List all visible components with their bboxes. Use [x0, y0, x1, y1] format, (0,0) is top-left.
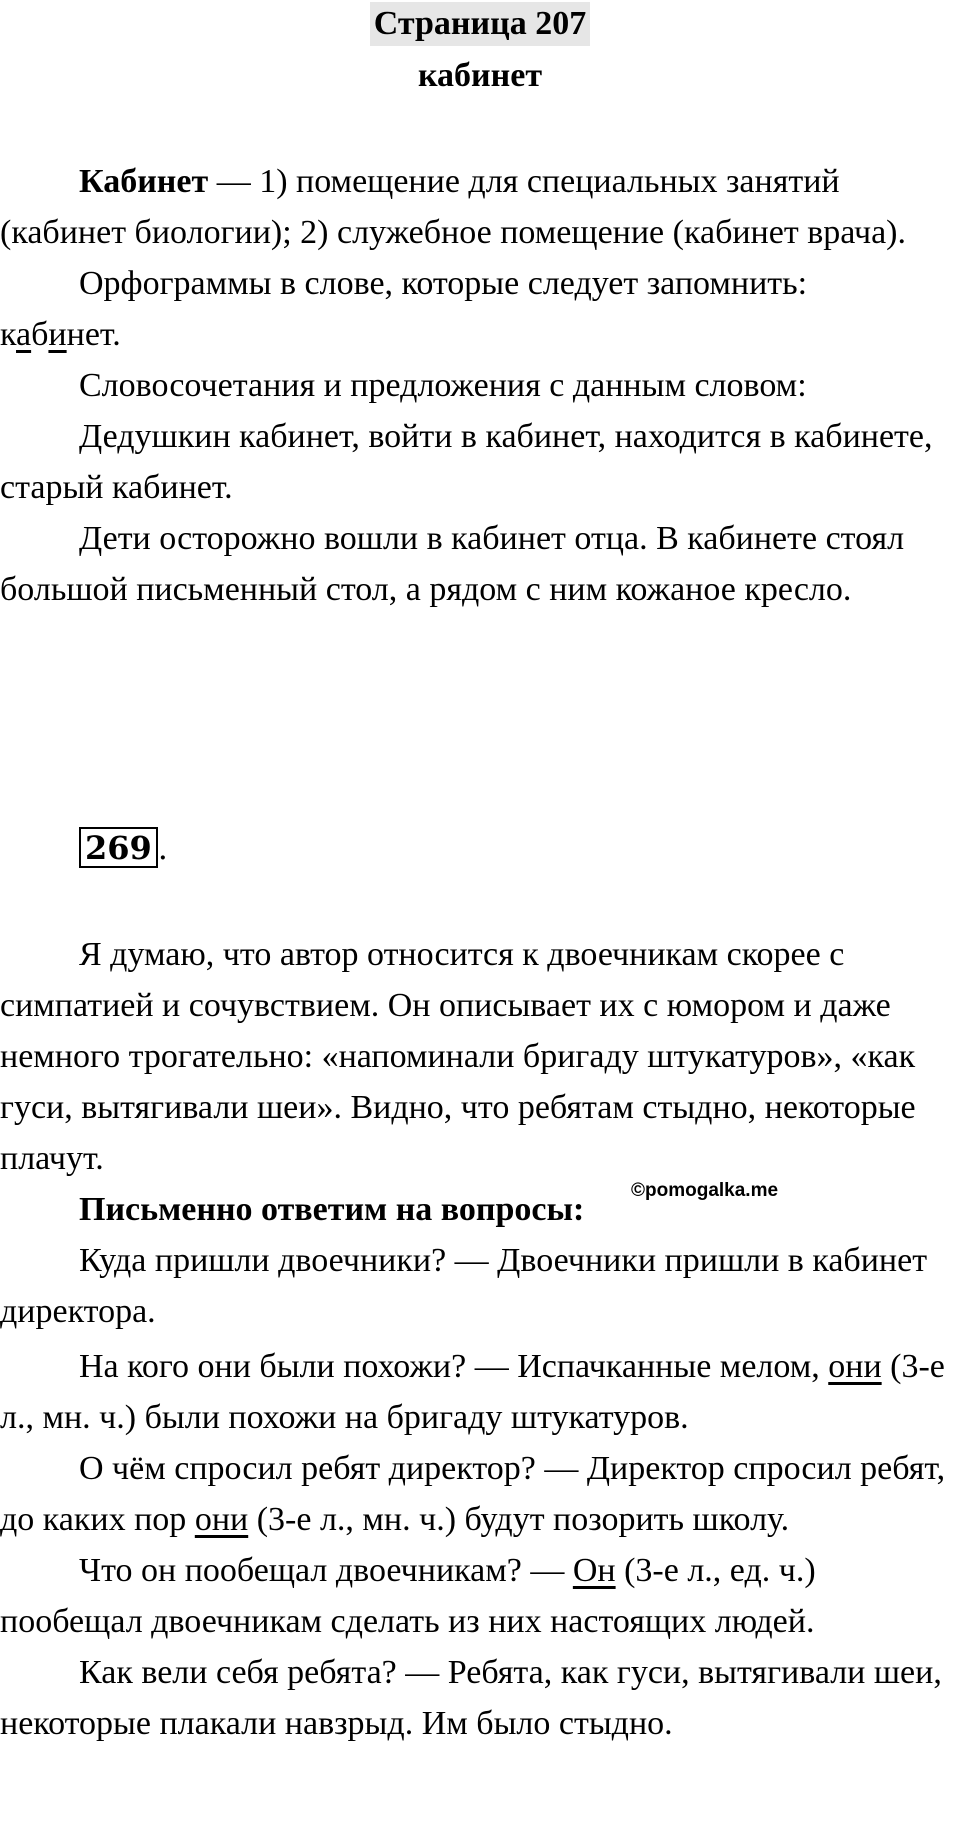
- page-title: Страница 207: [370, 2, 590, 46]
- phrases-example: Дети осторожно вошли в кабинет отца. В кабинете стоял большой письменный стол, а рядом с ним кожаное кресло.: [0, 520, 905, 608]
- definition-text: — 1) помещение для специальных занятий (кабинет биологии); 2) служебное помещение (кабинет врача).: [0, 163, 906, 251]
- answer-q1: Куда пришли двоечники? — Двоечники пришли в кабинет директора.: [0, 1242, 928, 1330]
- pronoun: они: [194, 1501, 249, 1538]
- pronoun: они: [828, 1348, 882, 1385]
- answer-q3: О чём спросил ребят директор? — Директор спросил ребят, до каких пор они (3-е л., мн. ч.) будут позорить школу.: [0, 1450, 946, 1538]
- definition-term: Кабинет: [79, 163, 209, 200]
- definition-paragraph: [0, 156, 960, 258]
- opinion-paragraph: Я думаю, что автор относится к двоечникам скорее с симпатией и сочувствием. Он описывает их с юмором и даже немного трогательно: «напоминали бригаду штукатуров», «как гуси, вытягивали шеи». Видно, что ребятам стыдно, некоторые плачут.: [0, 936, 916, 1177]
- page-header: [0, 2, 960, 46]
- answer-q2: На кого они были похожи? — Испачканные мелом, они (3-е л., мн. ч.) были похожи на бригаду штукатуров.: [0, 1348, 945, 1436]
- pronoun: Он: [572, 1552, 616, 1589]
- phrases-intro: Словосочетания и предложения с данным словом:: [79, 367, 807, 404]
- answer-q5: Как вели себя ребята? — Ребята, как гуси, вытягивали шеи, некоторые плакали навзрыд. Им было стыдно.: [0, 1654, 942, 1742]
- exercise-number: 269 .: [79, 827, 168, 868]
- orthogram-letter: и: [48, 316, 67, 353]
- orthograms-word: кабинет.: [0, 316, 121, 353]
- dictionary-word: кабинет: [417, 57, 543, 94]
- exercise-number-box: 269: [79, 827, 158, 868]
- word-section: [0, 156, 960, 615]
- phrases-list: Дедушкин кабинет, войти в кабинет, находится в кабинете, старый кабинет.: [0, 418, 933, 506]
- answer-section: [0, 929, 960, 1749]
- orthograms-intro: Орфограммы в слове, которые следует запомнить:: [79, 265, 808, 302]
- answer-q4: Что он пообещал двоечникам? — Он (3-е л., ед. ч.) пообещал двоечникам сделать из них настоящих людей.: [0, 1552, 816, 1640]
- orthogram-letter: а: [16, 316, 32, 353]
- questions-heading: Письменно ответим на вопросы:: [79, 1191, 585, 1228]
- watermark: ©pomogalka.me: [631, 1180, 779, 1201]
